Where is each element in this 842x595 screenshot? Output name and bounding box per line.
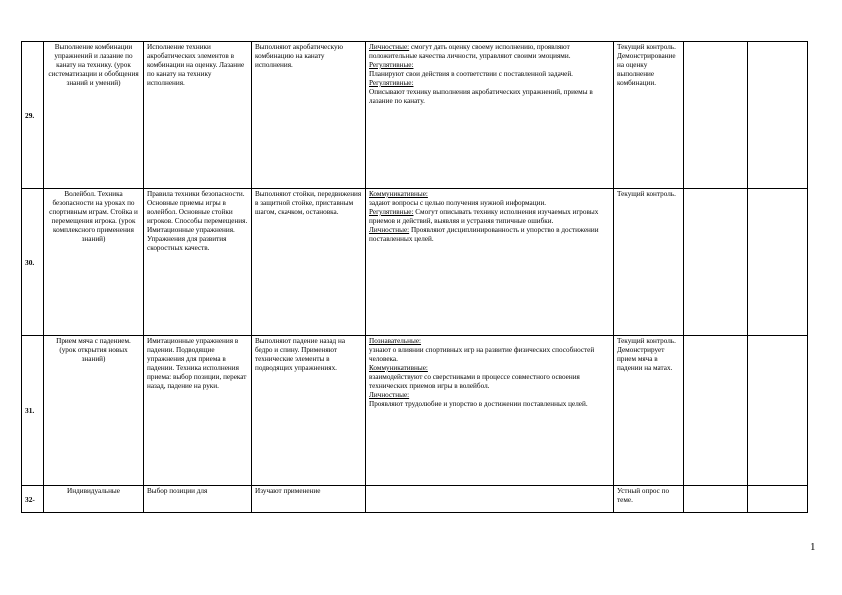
outcome-text: Проявляют трудолюбие и упорство в достижении поставленных целей. bbox=[369, 400, 588, 408]
lesson-number-cell: 32- bbox=[22, 486, 44, 513]
outcome-line bbox=[369, 346, 610, 364]
date-fact-cell bbox=[748, 189, 808, 336]
outcome-line bbox=[369, 364, 610, 373]
outcome-text: узнают о влиянии спортивных игр на развитие физических способностей человека. bbox=[369, 346, 595, 363]
lesson-number-cell: 31. bbox=[22, 336, 44, 486]
student-activity-cell: Выполняют акробатическую комбинацию на канату исполнения. bbox=[252, 42, 366, 189]
lesson-content-cell: Имитационные упражнения в падении. Подводящие упражнения для приема в падении. Техника исполнения приема: выбор позиции, перекат назад, падение на руки. bbox=[144, 336, 252, 486]
outcome-label: Коммуникативные: bbox=[369, 190, 428, 198]
date-plan-cell bbox=[684, 336, 748, 486]
date-plan-cell bbox=[684, 42, 748, 189]
outcome-label: Регулятивные: bbox=[369, 208, 414, 216]
date-plan-cell bbox=[684, 189, 748, 336]
outcome-line bbox=[369, 337, 610, 346]
outcome-text: Планируют свои действия в соответствии с поставленной задачей. bbox=[369, 70, 573, 78]
lesson-content-cell: Выбор позиции для bbox=[144, 486, 252, 513]
outcome-line bbox=[369, 373, 610, 391]
outcome-line bbox=[369, 43, 610, 61]
lesson-topic-cell: Индивидуальные bbox=[44, 486, 144, 513]
learning-outcomes-cell bbox=[366, 42, 614, 189]
outcome-label: Личностные: bbox=[369, 43, 410, 51]
date-plan-cell bbox=[684, 486, 748, 513]
outcome-label: Коммуникативные: bbox=[369, 364, 428, 372]
outcome-label: Личностные: bbox=[369, 226, 410, 234]
outcome-line bbox=[369, 226, 610, 244]
control-form-cell: Текущий контроль. Демонстрирует прием мяча в падении на матах. bbox=[614, 336, 684, 486]
outcome-text: задают вопросы с целью получения нужной информации. bbox=[369, 199, 547, 207]
student-activity-cell: Выполняют стойки, передвижения в защитной стойке, приставным шагом, скачком, остановка. bbox=[252, 189, 366, 336]
outcome-line bbox=[369, 391, 610, 400]
lesson-content-cell: Исполнение техники акробатических элементов в комбинации на оценку. Лазание по канату на технику исполнения. bbox=[144, 42, 252, 189]
outcome-label: Регулятивные: bbox=[369, 79, 414, 87]
page-number: 1 bbox=[810, 541, 816, 553]
outcome-text: смогут дать оценку своему исполнению, проявляют положительные качества личности, управляют своими эмоциями. bbox=[369, 43, 571, 60]
student-activity-cell: Изучают применение bbox=[252, 486, 366, 513]
lesson-topic-cell: Выполнение комбинации упражнений и лазание по канату на технику. (урок систематизации и обобщения знаний и умений) bbox=[44, 42, 144, 189]
table-body bbox=[22, 42, 808, 513]
lesson-number-cell: 30. bbox=[22, 189, 44, 336]
outcome-text: взаимодействуют со сверстниками в процессе совместного освоения технических приемов игры в волейбол. bbox=[369, 373, 580, 390]
lesson-content-cell: Правила техники безопасности. Основные приемы игры в волейбол. Основные стойки игроков. Способы перемещения. Имитационные упражнения. Упражнения для развития скоростных качеств. bbox=[144, 189, 252, 336]
control-form-cell: Устный опрос по теме. bbox=[614, 486, 684, 513]
outcome-line bbox=[369, 79, 610, 88]
control-form-cell: Текущий контроль. bbox=[614, 189, 684, 336]
learning-outcomes-cell bbox=[366, 486, 614, 513]
student-activity-cell: Выполняют падение назад на бедро и спину. Применяют технические элементы в подводящих упражнениях. bbox=[252, 336, 366, 486]
outcome-text: Описывают технику выполнения акробатических упражнений, приемы в лазание по канату. bbox=[369, 88, 593, 105]
date-fact-cell bbox=[748, 336, 808, 486]
table-row bbox=[22, 486, 808, 513]
outcome-line bbox=[369, 199, 610, 208]
outcome-line bbox=[369, 400, 610, 409]
outcome-line bbox=[369, 88, 610, 106]
outcome-line bbox=[369, 208, 610, 226]
control-form-cell: Текущий контроль. Демонстрирование на оценку выполнение комбинации. bbox=[614, 42, 684, 189]
lesson-plan-table bbox=[21, 41, 808, 513]
lesson-topic-cell: Прием мяча с падением. (урок открытия новых знаний) bbox=[44, 336, 144, 486]
outcome-text: Смогут описывать технику исполнения изучаемых игровых приемов и действий, выявляя и устраняя типичные ошибки. bbox=[369, 208, 599, 225]
table-row bbox=[22, 336, 808, 486]
lesson-topic-cell: Волейбол. Техника безопасности на уроках по спортивным играм. Стойка и перемещения игрока. (урок комплексного применения знаний) bbox=[44, 189, 144, 336]
date-fact-cell bbox=[748, 42, 808, 189]
learning-outcomes-cell bbox=[366, 336, 614, 486]
outcome-label: Регулятивные: bbox=[369, 61, 414, 69]
learning-outcomes-cell bbox=[366, 189, 614, 336]
date-fact-cell bbox=[748, 486, 808, 513]
outcome-line bbox=[369, 61, 610, 70]
outcome-text: Проявляют дисциплинированность и упорство в достижении поставленных целей. bbox=[369, 226, 599, 243]
table-row bbox=[22, 42, 808, 189]
outcome-line bbox=[369, 70, 610, 79]
outcome-line bbox=[369, 190, 610, 199]
outcome-label: Личностные: bbox=[369, 391, 410, 399]
outcome-label: Познавательные: bbox=[369, 337, 422, 345]
lesson-number-cell: 29. bbox=[22, 42, 44, 189]
table-row bbox=[22, 189, 808, 336]
